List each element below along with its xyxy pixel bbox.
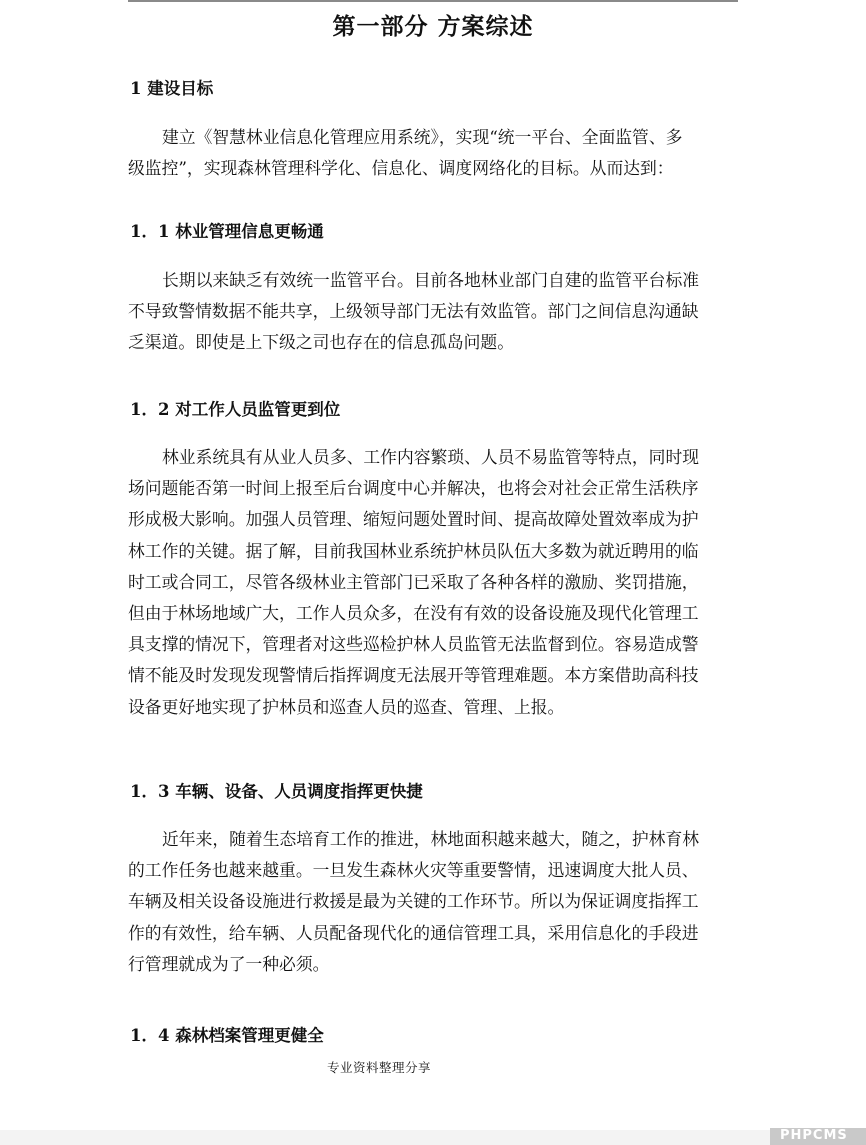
bottom-strip <box>0 1130 770 1145</box>
paragraph-line: 形成极大影响。加强人员管理、缩短问题处置时间、提高故障处置效率成为护 <box>128 509 699 530</box>
section-heading-1-3: 1．3 车辆、设备、人员调度指挥更快捷 <box>130 782 423 801</box>
section-heading-1-1: 1．1 林业管理信息更畅通 <box>130 222 324 241</box>
paragraph-line: 乏渠道。即使是上下级之司也存在的信息孤岛问题。 <box>128 332 514 353</box>
paragraph-line: 作的有效性，给车辆、人员配备现代化的通信管理工具，采用信息化的手段进 <box>128 922 699 943</box>
section-paragraph-1 <box>128 122 728 184</box>
section-heading-1-2: 1．2 对工作人员监管更到位 <box>130 400 341 419</box>
paragraph-line: 行管理就成为了一种必须。 <box>128 953 330 974</box>
paragraph-line: 林业系统具有从业人员多、工作内容繁琐、人员不易监管等特点，同时现 <box>162 447 700 467</box>
paragraph-line: 长期以来缺乏有效统一监管平台。目前各地林业部门自建的监管平台标准 <box>162 270 700 290</box>
paragraph-line: 场问题能否第一时间上报至后台调度中心并解决，也将会对社会正常生活秩序 <box>128 478 699 499</box>
page-title: 第一部分 方案综述 <box>332 13 534 40</box>
paragraph-line: 近年来，随着生态培育工作的推进，林地面积越来越大，随之，护林育林 <box>162 829 700 849</box>
section-paragraph-1-2 <box>128 442 728 723</box>
top-rule <box>128 0 738 2</box>
section-paragraph-1-3 <box>128 824 728 980</box>
watermark-text: PHPCMS <box>780 1128 848 1143</box>
footer-text: 专业资料整理分享 <box>327 1060 432 1075</box>
paragraph-line: 建立《智慧林业信息化管理应用系统》，实现“统一平台、全面监管、多 <box>162 127 683 147</box>
paragraph-line: 车辆及相关设备设施进行救援是最为关键的工作环节。所以为保证调度指挥工 <box>128 891 699 912</box>
paragraph-line: 但由于林场地域广大，工作人员众多，在没有有效的设备设施及现代化管理工 <box>128 603 699 624</box>
paragraph-line: 情不能及时发现发现警情后指挥调度无法展开等管理难题。本方案借助高科技 <box>128 665 699 686</box>
section-paragraph-1-1 <box>128 265 728 359</box>
paragraph-line: 设备更好地实现了护林员和巡查人员的巡查、管理、上报。 <box>128 696 565 717</box>
paragraph-line: 级监控”，实现森林管理科学化、信息化、调度网络化的目标。从而达到： <box>128 158 674 179</box>
paragraph-line: 时工或合同工，尽管各级林业主管部门已采取了各种各样的激励、奖罚措施， <box>128 571 699 592</box>
paragraph-line: 的工作任务也越来越重。一旦发生森林火灾等重要警情，迅速调度大批人员、 <box>128 860 699 881</box>
paragraph-line: 不导致警情数据不能共享，上级领导部门无法有效监管。部门之间信息沟通缺 <box>128 301 699 322</box>
paragraph-line: 具支撑的情况下，管理者对这些巡检护林人员监管无法监督到位。容易造成警 <box>128 634 699 655</box>
section-heading-1: 1 建设目标 <box>130 79 214 98</box>
paragraph-line: 林工作的关键。据了解，目前我国林业系统护林员队伍大多数为就近聘用的临 <box>128 540 699 561</box>
section-heading-1-4: 1．4 森林档案管理更健全 <box>130 1026 324 1045</box>
